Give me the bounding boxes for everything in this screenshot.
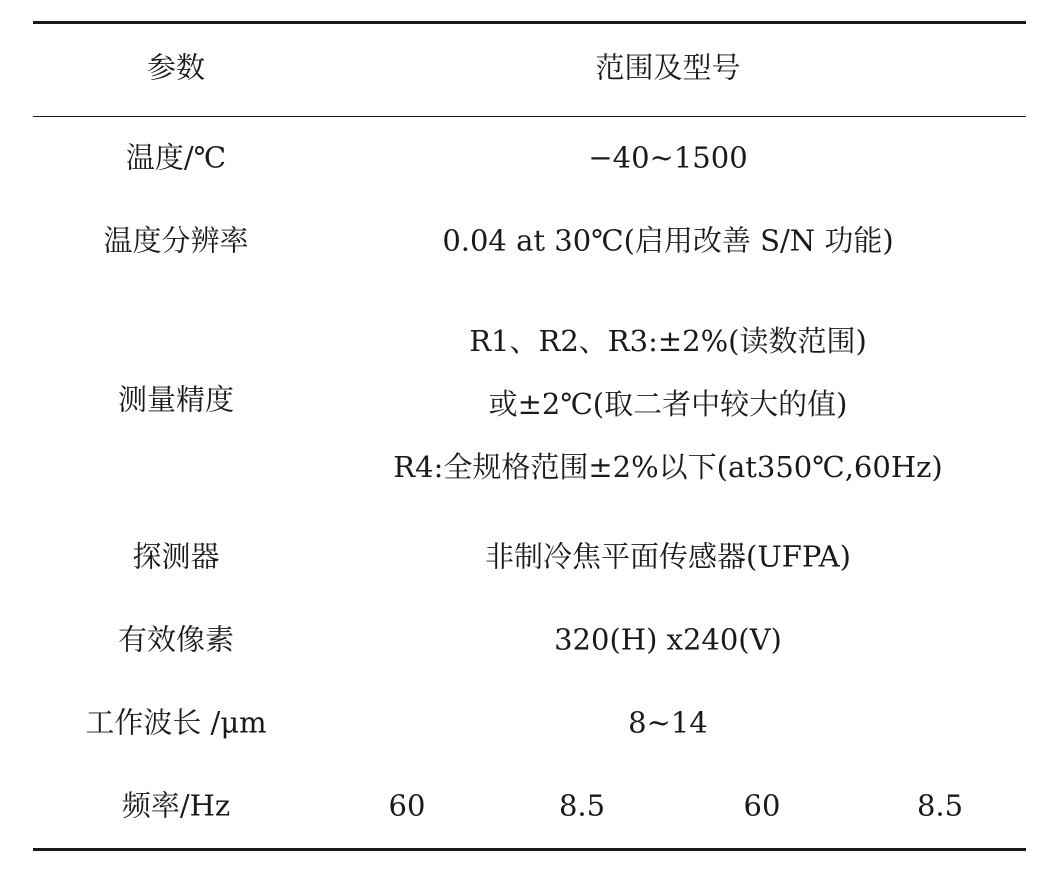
frequency-value-2: 8.5: [558, 788, 606, 823]
row-accuracy-value: [393, 310, 942, 499]
row-temperature-param: 温度/℃: [125, 140, 227, 175]
table-bottom-rule: [33, 848, 1026, 851]
table-top-rule: [33, 21, 1026, 24]
accuracy-line-2: 或±2℃(取二者中较大的值): [488, 387, 848, 421]
frequency-value-1: 60: [388, 788, 426, 823]
row-pixels-param: 有效像素: [117, 622, 235, 657]
row-wavelength-value: 8~14: [628, 705, 708, 740]
frequency-value-3: 60: [743, 788, 781, 823]
frequency-value-4: 8.5: [916, 788, 964, 823]
header-value: 范围及型号: [595, 50, 741, 85]
table-header-rule: [33, 116, 1026, 117]
row-wavelength-param: 工作波长 /μm: [85, 705, 267, 740]
row-detector-param: 探测器: [132, 539, 220, 574]
row-frequency-param: 频率/Hz: [121, 788, 231, 823]
row-temperature-value: −40~1500: [588, 140, 748, 175]
row-pixels-value: 320(H) x240(V): [554, 622, 782, 657]
row-detector-value: 非制冷焦平面传感器(UFPA): [485, 539, 851, 574]
row-resolution-value: 0.04 at 30℃(启用改善 S/N 功能): [442, 223, 894, 258]
header-param: 参数: [146, 50, 206, 85]
accuracy-line-3: R4:全规格范围±2%以下(at350℃,60Hz): [393, 450, 943, 484]
accuracy-line-1: R1、R2、R3:±2%(读数范围): [469, 324, 867, 358]
row-resolution-param: 温度分辨率: [103, 223, 249, 258]
row-accuracy-param: 测量精度: [117, 382, 235, 417]
